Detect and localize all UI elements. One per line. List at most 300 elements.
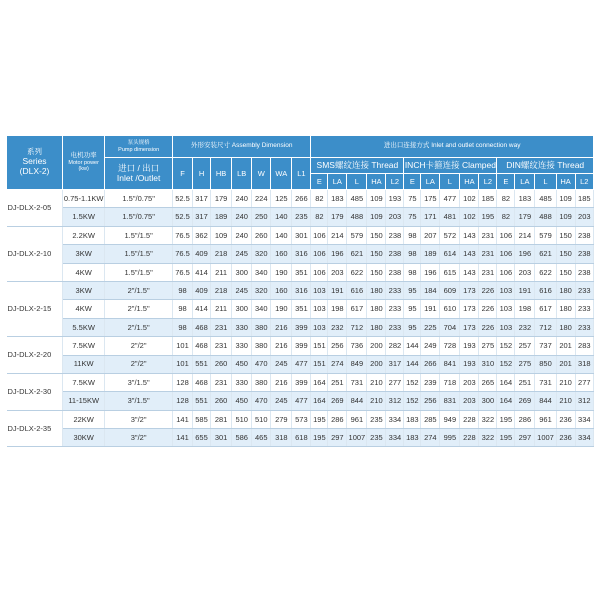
value-cell: 481 <box>440 208 460 226</box>
table-row <box>7 300 594 318</box>
table-row <box>7 245 594 263</box>
value-cell: 226 <box>479 281 497 299</box>
value-cell: 201 <box>556 337 575 355</box>
value-cell: 196 <box>515 245 535 263</box>
value-cell: 231 <box>211 373 232 391</box>
value-cell: 190 <box>271 263 292 281</box>
value-cell: 203 <box>386 208 404 226</box>
inch-col-LA: LA <box>421 174 440 190</box>
value-cell: 586 <box>232 429 252 447</box>
value-cell: 297 <box>328 429 347 447</box>
pump-cell: 2"/2" <box>105 355 173 373</box>
inch-col-L: L <box>440 174 460 190</box>
value-cell: 465 <box>252 429 271 447</box>
value-cell: 175 <box>421 190 440 208</box>
value-cell: 468 <box>193 337 211 355</box>
value-cell: 195 <box>497 410 515 428</box>
value-cell: 98 <box>172 300 192 318</box>
value-cell: 235 <box>367 410 386 428</box>
value-cell: 275 <box>515 355 535 373</box>
value-cell: 737 <box>535 337 556 355</box>
dim-col-W: W <box>252 158 271 190</box>
value-cell: 233 <box>386 300 404 318</box>
pump-header-en: Pump dimension <box>118 146 160 153</box>
din-col-E: E <box>497 174 515 190</box>
value-cell: 334 <box>575 429 593 447</box>
value-cell: 850 <box>535 355 556 373</box>
pump-cell: 2"/1.5" <box>105 318 173 336</box>
pump-cell: 3"/1.5" <box>105 373 173 391</box>
value-cell: 150 <box>367 263 386 281</box>
value-cell: 286 <box>328 410 347 428</box>
value-cell: 196 <box>421 263 440 281</box>
pump-io-header-en: Inlet /Outlet <box>116 172 161 183</box>
value-cell: 198 <box>515 300 535 318</box>
value-cell: 76.5 <box>172 245 192 263</box>
series-cell: DJ-DLX-2-10 <box>7 226 63 281</box>
value-cell: 340 <box>252 300 271 318</box>
value-cell: 180 <box>556 281 575 299</box>
value-cell: 233 <box>575 300 593 318</box>
value-cell: 152 <box>404 392 421 410</box>
value-cell: 277 <box>575 373 593 391</box>
value-cell: 216 <box>271 318 292 336</box>
power-cell: 7.5KW <box>63 337 105 355</box>
value-cell: 183 <box>404 410 421 428</box>
power-cell: 11KW <box>63 355 105 373</box>
pump-cell: 1.5"/1.5" <box>105 263 173 281</box>
value-cell: 98 <box>172 318 192 336</box>
value-cell: 141 <box>172 429 192 447</box>
value-cell: 228 <box>460 410 479 428</box>
value-cell: 712 <box>347 318 367 336</box>
value-cell: 622 <box>535 263 556 281</box>
value-cell: 101 <box>172 355 192 373</box>
value-cell: 297 <box>515 429 535 447</box>
value-cell: 728 <box>440 337 460 355</box>
inch-col-HA: HA <box>460 174 479 190</box>
value-cell: 184 <box>421 281 440 299</box>
value-cell: 995 <box>440 429 460 447</box>
value-cell: 106 <box>497 226 515 244</box>
value-cell: 320 <box>252 281 271 299</box>
value-cell: 362 <box>193 226 211 244</box>
power-header-en: Motor power <box>68 159 99 166</box>
value-cell: 239 <box>421 373 440 391</box>
value-cell: 274 <box>421 429 440 447</box>
value-cell: 238 <box>386 263 404 281</box>
value-cell: 470 <box>252 392 271 410</box>
table-row <box>7 190 594 208</box>
value-cell: 731 <box>347 373 367 391</box>
value-cell: 286 <box>515 410 535 428</box>
value-cell: 269 <box>515 392 535 410</box>
value-cell: 283 <box>575 337 593 355</box>
value-cell: 618 <box>292 429 311 447</box>
value-cell: 82 <box>311 208 328 226</box>
din-header: DIN螺纹连接 Thread <box>497 158 594 174</box>
value-cell: 143 <box>460 263 479 281</box>
value-cell: 1007 <box>347 429 367 447</box>
value-cell: 210 <box>367 373 386 391</box>
value-cell: 615 <box>440 263 460 281</box>
value-cell: 195 <box>479 208 497 226</box>
sms-col-HA: HA <box>367 174 386 190</box>
value-cell: 731 <box>535 373 556 391</box>
value-cell: 238 <box>386 226 404 244</box>
value-cell: 125 <box>271 190 292 208</box>
value-cell: 281 <box>211 410 232 428</box>
value-cell: 198 <box>328 300 347 318</box>
value-cell: 150 <box>556 245 575 263</box>
value-cell: 609 <box>440 281 460 299</box>
dim-col-F: F <box>172 158 192 190</box>
value-cell: 450 <box>232 355 252 373</box>
value-cell: 191 <box>421 300 440 318</box>
value-cell: 103 <box>311 300 328 318</box>
power-cell: 4KW <box>63 300 105 318</box>
value-cell: 140 <box>271 226 292 244</box>
value-cell: 141 <box>172 410 192 428</box>
value-cell: 75 <box>404 208 421 226</box>
value-cell: 200 <box>367 337 386 355</box>
value-cell: 164 <box>311 392 328 410</box>
inch-col-L2: L2 <box>479 174 497 190</box>
value-cell: 266 <box>421 355 440 373</box>
value-cell: 380 <box>252 318 271 336</box>
table-body <box>7 190 594 447</box>
value-cell: 301 <box>292 226 311 244</box>
value-cell: 260 <box>211 392 232 410</box>
value-cell: 76.5 <box>172 263 192 281</box>
value-cell: 961 <box>535 410 556 428</box>
pump-cell: 1.5"/0.75" <box>105 190 173 208</box>
value-cell: 266 <box>292 190 311 208</box>
value-cell: 193 <box>460 355 479 373</box>
value-cell: 164 <box>497 392 515 410</box>
value-cell: 211 <box>211 263 232 281</box>
value-cell: 380 <box>252 337 271 355</box>
value-cell: 180 <box>367 281 386 299</box>
value-cell: 102 <box>460 190 479 208</box>
value-cell: 103 <box>311 281 328 299</box>
value-cell: 231 <box>479 263 497 281</box>
value-cell: 340 <box>252 263 271 281</box>
value-cell: 718 <box>440 373 460 391</box>
value-cell: 238 <box>575 245 593 263</box>
value-cell: 173 <box>460 318 479 336</box>
value-cell: 622 <box>347 263 367 281</box>
pump-cell: 3"/2" <box>105 429 173 447</box>
value-cell: 236 <box>556 429 575 447</box>
power-cell: 7.5KW <box>63 373 105 391</box>
din-col-L2: L2 <box>575 174 593 190</box>
value-cell: 128 <box>172 373 192 391</box>
value-cell: 282 <box>386 337 404 355</box>
value-cell: 225 <box>421 318 440 336</box>
spec-table <box>6 135 594 447</box>
power-cell: 3KW <box>63 281 105 299</box>
series-header <box>7 136 63 190</box>
value-cell: 95 <box>404 318 421 336</box>
value-cell: 488 <box>347 208 367 226</box>
value-cell: 232 <box>515 318 535 336</box>
value-cell: 468 <box>193 373 211 391</box>
value-cell: 160 <box>271 281 292 299</box>
value-cell: 485 <box>535 190 556 208</box>
power-cell: 22KW <box>63 410 105 428</box>
value-cell: 214 <box>515 226 535 244</box>
value-cell: 98 <box>404 226 421 244</box>
power-cell: 1.5KW <box>63 208 105 226</box>
pump-cell: 3"/2" <box>105 410 173 428</box>
value-cell: 265 <box>479 373 497 391</box>
value-cell: 216 <box>271 373 292 391</box>
value-cell: 233 <box>575 318 593 336</box>
value-cell: 585 <box>193 410 211 428</box>
value-cell: 250 <box>252 208 271 226</box>
value-cell: 579 <box>347 226 367 244</box>
value-cell: 152 <box>497 337 515 355</box>
value-cell: 75 <box>404 190 421 208</box>
value-cell: 844 <box>535 392 556 410</box>
sms-col-LA: LA <box>328 174 347 190</box>
value-cell: 160 <box>271 245 292 263</box>
value-cell: 704 <box>440 318 460 336</box>
pump-cell: 3"/1.5" <box>105 392 173 410</box>
spec-table-container <box>6 135 594 447</box>
sms-col-E: E <box>311 174 328 190</box>
value-cell: 98 <box>404 263 421 281</box>
value-cell: 226 <box>479 318 497 336</box>
value-cell: 235 <box>367 429 386 447</box>
table-row <box>7 263 594 281</box>
value-cell: 245 <box>271 392 292 410</box>
table-header <box>7 136 594 190</box>
value-cell: 195 <box>311 429 328 447</box>
value-cell: 211 <box>211 300 232 318</box>
value-cell: 152 <box>497 355 515 373</box>
value-cell: 312 <box>386 392 404 410</box>
value-cell: 151 <box>311 337 328 355</box>
value-cell: 841 <box>440 355 460 373</box>
value-cell: 183 <box>328 190 347 208</box>
table-row <box>7 208 594 226</box>
value-cell: 831 <box>440 392 460 410</box>
value-cell: 183 <box>404 429 421 447</box>
value-cell: 103 <box>311 318 328 336</box>
value-cell: 76.5 <box>172 226 192 244</box>
power-cell: 3KW <box>63 245 105 263</box>
value-cell: 317 <box>193 190 211 208</box>
pump-header-cn: 泵头规格 <box>127 140 150 147</box>
value-cell: 191 <box>515 281 535 299</box>
power-cell: 0.75-1.1KW <box>63 190 105 208</box>
assembly-header: 外形安装尺寸 Assembly Dimension <box>172 136 310 158</box>
series-cell: DJ-DLX-2-35 <box>7 410 63 447</box>
value-cell: 109 <box>367 208 386 226</box>
value-cell: 191 <box>328 281 347 299</box>
value-cell: 203 <box>328 263 347 281</box>
value-cell: 316 <box>292 281 311 299</box>
value-cell: 317 <box>386 355 404 373</box>
value-cell: 218 <box>211 245 232 263</box>
value-cell: 98 <box>404 245 421 263</box>
value-cell: 140 <box>271 208 292 226</box>
value-cell: 185 <box>479 190 497 208</box>
value-cell: 610 <box>440 300 460 318</box>
value-cell: 477 <box>292 355 311 373</box>
value-cell: 144 <box>404 337 421 355</box>
value-cell: 320 <box>252 245 271 263</box>
dim-col-HB: HB <box>211 158 232 190</box>
value-cell: 203 <box>515 263 535 281</box>
value-cell: 322 <box>479 410 497 428</box>
power-cell: 30KW <box>63 429 105 447</box>
value-cell: 414 <box>193 300 211 318</box>
value-cell: 334 <box>386 410 404 428</box>
value-cell: 102 <box>460 208 479 226</box>
value-cell: 579 <box>535 226 556 244</box>
value-cell: 150 <box>367 226 386 244</box>
value-cell: 95 <box>404 281 421 299</box>
value-cell: 844 <box>347 392 367 410</box>
value-cell: 233 <box>386 318 404 336</box>
value-cell: 210 <box>556 373 575 391</box>
value-cell: 317 <box>193 208 211 226</box>
value-cell: 195 <box>497 429 515 447</box>
value-cell: 203 <box>460 373 479 391</box>
value-cell: 143 <box>460 226 479 244</box>
value-cell: 334 <box>386 429 404 447</box>
value-cell: 322 <box>479 429 497 447</box>
table-row <box>7 429 594 447</box>
value-cell: 171 <box>421 208 440 226</box>
table-row <box>7 226 594 244</box>
value-cell: 300 <box>232 300 252 318</box>
value-cell: 216 <box>271 337 292 355</box>
value-cell: 103 <box>497 318 515 336</box>
dim-col-H: H <box>193 158 211 190</box>
value-cell: 477 <box>292 392 311 410</box>
value-cell: 238 <box>386 245 404 263</box>
value-cell: 109 <box>211 226 232 244</box>
value-cell: 185 <box>575 190 593 208</box>
value-cell: 106 <box>311 245 328 263</box>
value-cell: 300 <box>479 392 497 410</box>
value-cell: 240 <box>232 208 252 226</box>
dim-col-L1: L1 <box>292 158 311 190</box>
value-cell: 616 <box>535 281 556 299</box>
value-cell: 210 <box>556 392 575 410</box>
value-cell: 572 <box>440 226 460 244</box>
connection-header: 进出口连接方式 Inlet and outlet connection way <box>311 136 594 158</box>
value-cell: 477 <box>440 190 460 208</box>
series-cell: DJ-DLX-2-05 <box>7 190 63 227</box>
value-cell: 231 <box>211 337 232 355</box>
value-cell: 150 <box>556 226 575 244</box>
value-cell: 399 <box>292 318 311 336</box>
value-cell: 203 <box>575 208 593 226</box>
value-cell: 616 <box>347 281 367 299</box>
value-cell: 82 <box>311 190 328 208</box>
pump-cell: 2"/1.5" <box>105 300 173 318</box>
value-cell: 551 <box>193 392 211 410</box>
value-cell: 233 <box>386 281 404 299</box>
value-cell: 330 <box>232 373 252 391</box>
value-cell: 103 <box>497 300 515 318</box>
value-cell: 152 <box>404 373 421 391</box>
value-cell: 399 <box>292 373 311 391</box>
inch-col-E: E <box>404 174 421 190</box>
value-cell: 849 <box>347 355 367 373</box>
value-cell: 485 <box>347 190 367 208</box>
value-cell: 233 <box>575 281 593 299</box>
table-row <box>7 318 594 336</box>
value-cell: 180 <box>367 318 386 336</box>
power-header-cn: 电机功率 <box>70 152 97 160</box>
value-cell: 52.5 <box>172 208 192 226</box>
value-cell: 316 <box>292 245 311 263</box>
series-header-code: (DLX-2) <box>19 165 50 176</box>
table-row <box>7 392 594 410</box>
value-cell: 231 <box>479 245 497 263</box>
value-cell: 330 <box>232 337 252 355</box>
value-cell: 98 <box>172 281 192 299</box>
power-cell: 4KW <box>63 263 105 281</box>
power-cell: 11-15KW <box>63 392 105 410</box>
value-cell: 106 <box>311 263 328 281</box>
value-cell: 260 <box>211 355 232 373</box>
value-cell: 409 <box>193 245 211 263</box>
value-cell: 318 <box>575 355 593 373</box>
value-cell: 179 <box>328 208 347 226</box>
value-cell: 551 <box>193 355 211 373</box>
value-cell: 52.5 <box>172 190 192 208</box>
value-cell: 310 <box>479 355 497 373</box>
value-cell: 614 <box>440 245 460 263</box>
value-cell: 334 <box>575 410 593 428</box>
value-cell: 1007 <box>535 429 556 447</box>
value-cell: 210 <box>367 392 386 410</box>
pump-cell: 1.5"/1.5" <box>105 245 173 263</box>
table-row <box>7 410 594 428</box>
value-cell: 109 <box>556 190 575 208</box>
value-cell: 301 <box>211 429 232 447</box>
value-cell: 109 <box>367 190 386 208</box>
power-cell: 2.2KW <box>63 226 105 244</box>
value-cell: 330 <box>232 318 252 336</box>
value-cell: 470 <box>252 355 271 373</box>
value-cell: 128 <box>172 392 192 410</box>
value-cell: 277 <box>386 373 404 391</box>
value-cell: 180 <box>556 318 575 336</box>
value-cell: 164 <box>311 373 328 391</box>
value-cell: 151 <box>311 355 328 373</box>
value-cell: 235 <box>292 208 311 226</box>
value-cell: 193 <box>386 190 404 208</box>
value-cell: 183 <box>515 190 535 208</box>
value-cell: 621 <box>535 245 556 263</box>
value-cell: 224 <box>252 190 271 208</box>
value-cell: 256 <box>421 392 440 410</box>
value-cell: 409 <box>193 281 211 299</box>
value-cell: 150 <box>367 245 386 263</box>
series-cell: DJ-DLX-2-30 <box>7 373 63 410</box>
value-cell: 621 <box>347 245 367 263</box>
value-cell: 351 <box>292 263 311 281</box>
power-header-unit: (kw) <box>78 166 89 173</box>
